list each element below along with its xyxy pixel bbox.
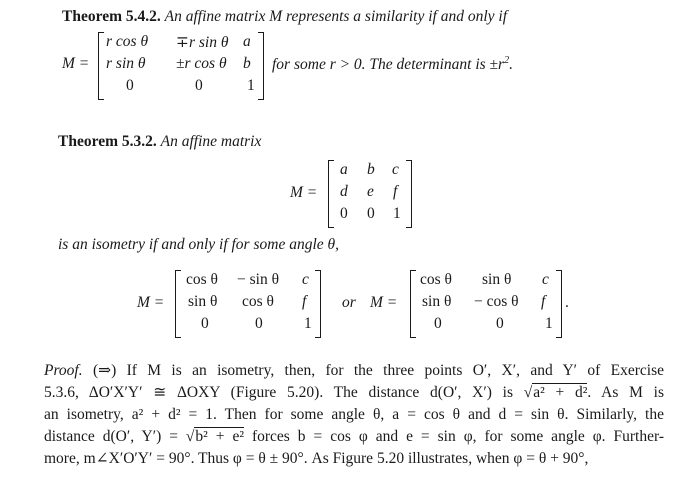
determinant-exponent: 2 bbox=[504, 55, 510, 66]
matrix-cell: 0 bbox=[195, 77, 203, 94]
theorem-5-4-2-heading bbox=[62, 8, 507, 26]
proof-line bbox=[44, 448, 664, 470]
matrix-equation-label: M = bbox=[290, 184, 318, 201]
theorem-5-3-2-heading bbox=[58, 133, 261, 151]
matrix-cell: sin θ bbox=[482, 271, 512, 288]
matrix-cell: 0 bbox=[496, 315, 504, 332]
determinant-text-end: . bbox=[509, 56, 513, 74]
matrix-cell: 0 bbox=[340, 205, 348, 222]
determinant-text bbox=[272, 55, 513, 74]
matrix-cell: − cos θ bbox=[474, 293, 519, 310]
proof-text: distance d(O′, Y′) = √ bbox=[44, 428, 195, 445]
isometry-condition: is an isometry if and only if for some angle θ, bbox=[58, 236, 339, 253]
matrix-cell: a bbox=[340, 161, 348, 178]
determinant-text-main: for some r > 0. The determinant is ±r bbox=[272, 56, 505, 74]
matrix-cell: f bbox=[302, 293, 307, 310]
matrix-equation-label: M = bbox=[62, 55, 90, 72]
end-period: . bbox=[565, 294, 569, 311]
matrix-cell: sin θ bbox=[188, 293, 218, 310]
matrix-cell: 1 bbox=[393, 205, 401, 222]
matrix-cell: cos θ bbox=[242, 293, 274, 310]
matrix-cell: ∓r sin θ bbox=[176, 34, 229, 51]
proof-text: forces b = cos φ and e = sin φ, for some angle φ. Further- bbox=[244, 428, 664, 445]
matrix-cell: 1 bbox=[545, 315, 553, 332]
matrix-cell: 0 bbox=[255, 315, 263, 332]
proof-text: 5.3.6, ΔO′X′Y′ ≅ ΔOXY (Figure 5.20). The distance d(O′, X′) is √ bbox=[44, 384, 533, 401]
matrix-cell: 0 bbox=[434, 315, 442, 332]
matrix-cell: − sin θ bbox=[237, 271, 280, 288]
proof-line bbox=[44, 360, 664, 382]
matrix-cell: a bbox=[243, 33, 251, 50]
proof-text: (⇒) If M is an isometry, then, for the three points O′, X′, and Y′ of Exercise bbox=[92, 362, 665, 379]
matrix-cell: 0 bbox=[201, 315, 209, 332]
matrix-cell: cos θ bbox=[420, 271, 452, 288]
matrix-cell: r cos θ bbox=[106, 33, 149, 50]
matrix-cell: b bbox=[367, 161, 375, 178]
matrix-cell: e bbox=[367, 183, 374, 200]
proof-text: an isometry, a² + d² = 1. Then for some angle θ, a = cos θ and d = sin θ. Similarly, the bbox=[44, 406, 664, 423]
theorem-statement: An affine matrix M represents a similarity if and only if bbox=[164, 8, 508, 25]
proof-text: more, m∠X′O′Y′ = 90°. Thus φ = θ ± 90°. As Figure 5.20 illustrates, when φ = θ + 90°, bbox=[44, 450, 589, 467]
matrix-cell: sin θ bbox=[422, 293, 452, 310]
proof-line bbox=[44, 404, 664, 426]
matrix-cell: c bbox=[542, 271, 549, 288]
affine-matrix bbox=[328, 160, 412, 228]
or-text: or bbox=[342, 294, 356, 311]
matrix-cell: 1 bbox=[247, 77, 255, 94]
similarity-matrix bbox=[98, 32, 264, 100]
matrix-equation-label: M = bbox=[137, 294, 165, 311]
theorem-statement: An affine matrix bbox=[160, 133, 262, 150]
matrix-cell: 0 bbox=[126, 77, 134, 94]
matrix-cell: ±r cos θ bbox=[176, 55, 227, 72]
matrix-cell: c bbox=[392, 161, 399, 178]
matrix-cell: 1 bbox=[304, 315, 312, 332]
theorem-label: Theorem 5.4.2. bbox=[62, 8, 161, 25]
matrix-cell: 0 bbox=[367, 205, 375, 222]
matrix-cell: f bbox=[541, 293, 546, 310]
proof-line bbox=[44, 382, 664, 404]
matrix-equation-label: M = bbox=[370, 294, 398, 311]
rotation-matrix bbox=[175, 270, 321, 338]
matrix-cell: b bbox=[243, 55, 251, 72]
matrix-cell: cos θ bbox=[186, 271, 218, 288]
reflection-matrix bbox=[410, 270, 562, 338]
proof-text: . As M is bbox=[587, 384, 664, 401]
matrix-cell: f bbox=[393, 183, 398, 200]
matrix-cell: r sin θ bbox=[106, 55, 146, 72]
proof-radicand: b² + e² bbox=[195, 428, 245, 445]
matrix-cell: d bbox=[340, 183, 348, 200]
proof-paragraph bbox=[44, 360, 664, 470]
proof-label: Proof. bbox=[44, 362, 83, 379]
matrix-cell: c bbox=[302, 271, 309, 288]
theorem-label: Theorem 5.3.2. bbox=[58, 133, 157, 150]
proof-radicand: a² + d² bbox=[533, 384, 588, 401]
proof-line bbox=[44, 426, 664, 448]
